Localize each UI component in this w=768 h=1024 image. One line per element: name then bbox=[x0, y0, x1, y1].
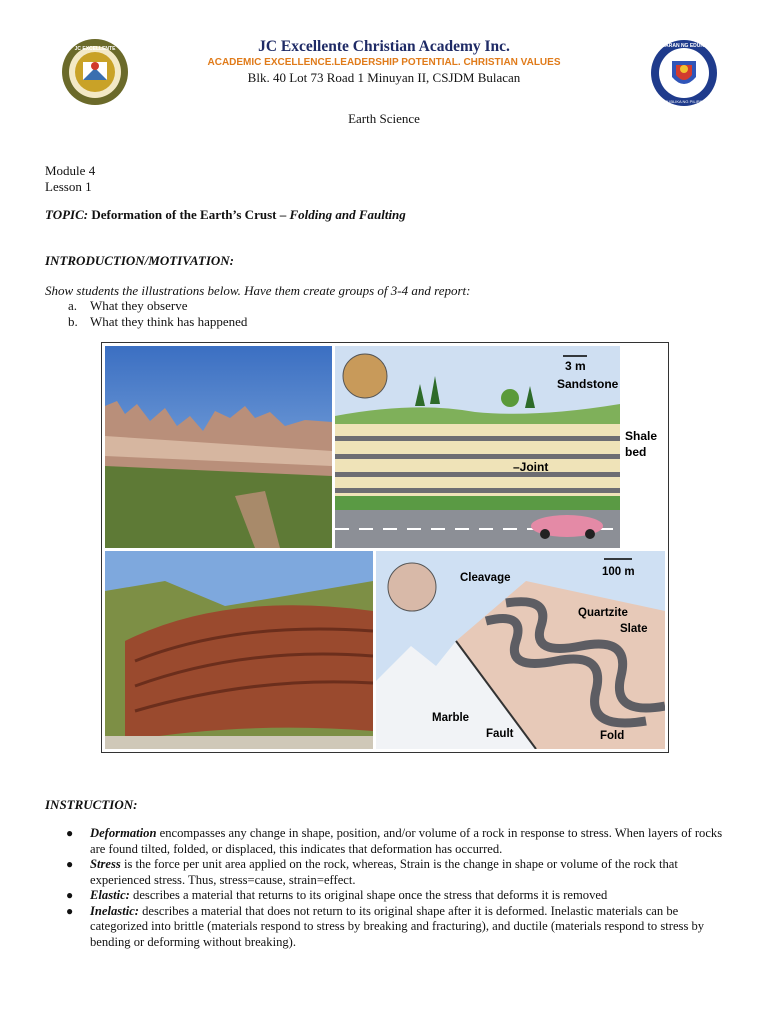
list-item: ● Stress is the force per unit area applied on the rock, whereas, Strain is the change in shape or volume of the rock that experienced stress. Thus, stress=cause, strain=effect. bbox=[66, 857, 678, 887]
lesson-label: Lesson 1 bbox=[45, 179, 92, 194]
slate-label: Slate bbox=[620, 623, 648, 635]
deped-logo-bottom-text: REPUBLIKA NG PILIPINAS bbox=[659, 99, 709, 104]
list-item: ● Elastic: describes a material that returns to its original shape once the stress that deforms it is removed bbox=[66, 888, 608, 902]
instruction-heading: INSTRUCTION: bbox=[45, 797, 138, 812]
school-logo-text: JC EXCELLENTE bbox=[74, 46, 116, 52]
intro-prompt: Show students the illustrations below. Have them create groups of 3-4 and report: bbox=[45, 283, 471, 298]
school-address: Blk. 40 Lot 73 Road 1 Minuyan II, CSJDM Bulacan bbox=[247, 70, 521, 85]
bullet-icon: ● bbox=[66, 888, 74, 902]
instruction-list bbox=[66, 826, 726, 950]
list-item: ● Inelastic: describes a material that does not return to its original shape after it is deformed. Inelastic materials can be categorized into brittle (materials respond to stress by breaking and fracturing), and ductile (materials respond to stress by bending or deforming without breaking). bbox=[66, 903, 705, 949]
topic-emphasis: Folding and Faulting bbox=[289, 207, 406, 222]
bullet-icon: ● bbox=[66, 903, 74, 918]
cleavage-label: Cleavage bbox=[460, 572, 511, 584]
joint-label: –Joint bbox=[513, 460, 549, 474]
bottom-scale-label: 100 m bbox=[602, 566, 635, 578]
shale-label-line1: Shale bbox=[625, 429, 658, 443]
intro-heading: INTRODUCTION/MOTIVATION: bbox=[45, 253, 234, 268]
intro-list bbox=[68, 298, 247, 330]
quartzite-label: Quartzite bbox=[578, 607, 628, 619]
topic-label: TOPIC: bbox=[45, 207, 89, 222]
topic-line bbox=[45, 207, 406, 223]
bullet-icon: ● bbox=[66, 826, 74, 840]
list-item: b. What they think has happened bbox=[68, 314, 248, 329]
deped-logo-text: KAGAWARAN NG EDUKASYON bbox=[646, 43, 722, 49]
module-label: Module 4 bbox=[45, 163, 96, 178]
shale-label-line2: bed bbox=[625, 445, 647, 459]
list-item: a. What they observe bbox=[68, 298, 188, 313]
fault-label: Fault bbox=[486, 728, 514, 740]
deformation-figure bbox=[101, 342, 669, 753]
fold-fault-diagram bbox=[376, 551, 665, 749]
topic-text: Deformation of the Earth’s Crust – bbox=[91, 207, 287, 222]
fold-label: Fold bbox=[600, 730, 625, 742]
school-motto: ACADEMIC EXCELLENCE.LEADERSHIP POTENTIAL. CHRISTIAN VALUES bbox=[207, 57, 561, 68]
folded-rock-photo bbox=[105, 551, 373, 749]
school-name: JC Excellente Christian Academy Inc. bbox=[258, 38, 510, 55]
marble-label: Marble bbox=[432, 712, 470, 724]
sandstone-label: Sandstone bbox=[557, 377, 619, 391]
bullet-icon: ● bbox=[66, 857, 74, 871]
list-item: ● Deformation encompasses any change in shape, position, and/or volume of a rock in response to stress. When layers of rocks are found tilted, folded, or displaced, this indicates that deformation has occurred. bbox=[66, 826, 723, 856]
top-scale-label: 3 m bbox=[565, 359, 586, 373]
badlands-photo bbox=[105, 346, 332, 548]
subject-title: Earth Science bbox=[348, 111, 420, 126]
sandstone-diagram bbox=[335, 346, 665, 548]
